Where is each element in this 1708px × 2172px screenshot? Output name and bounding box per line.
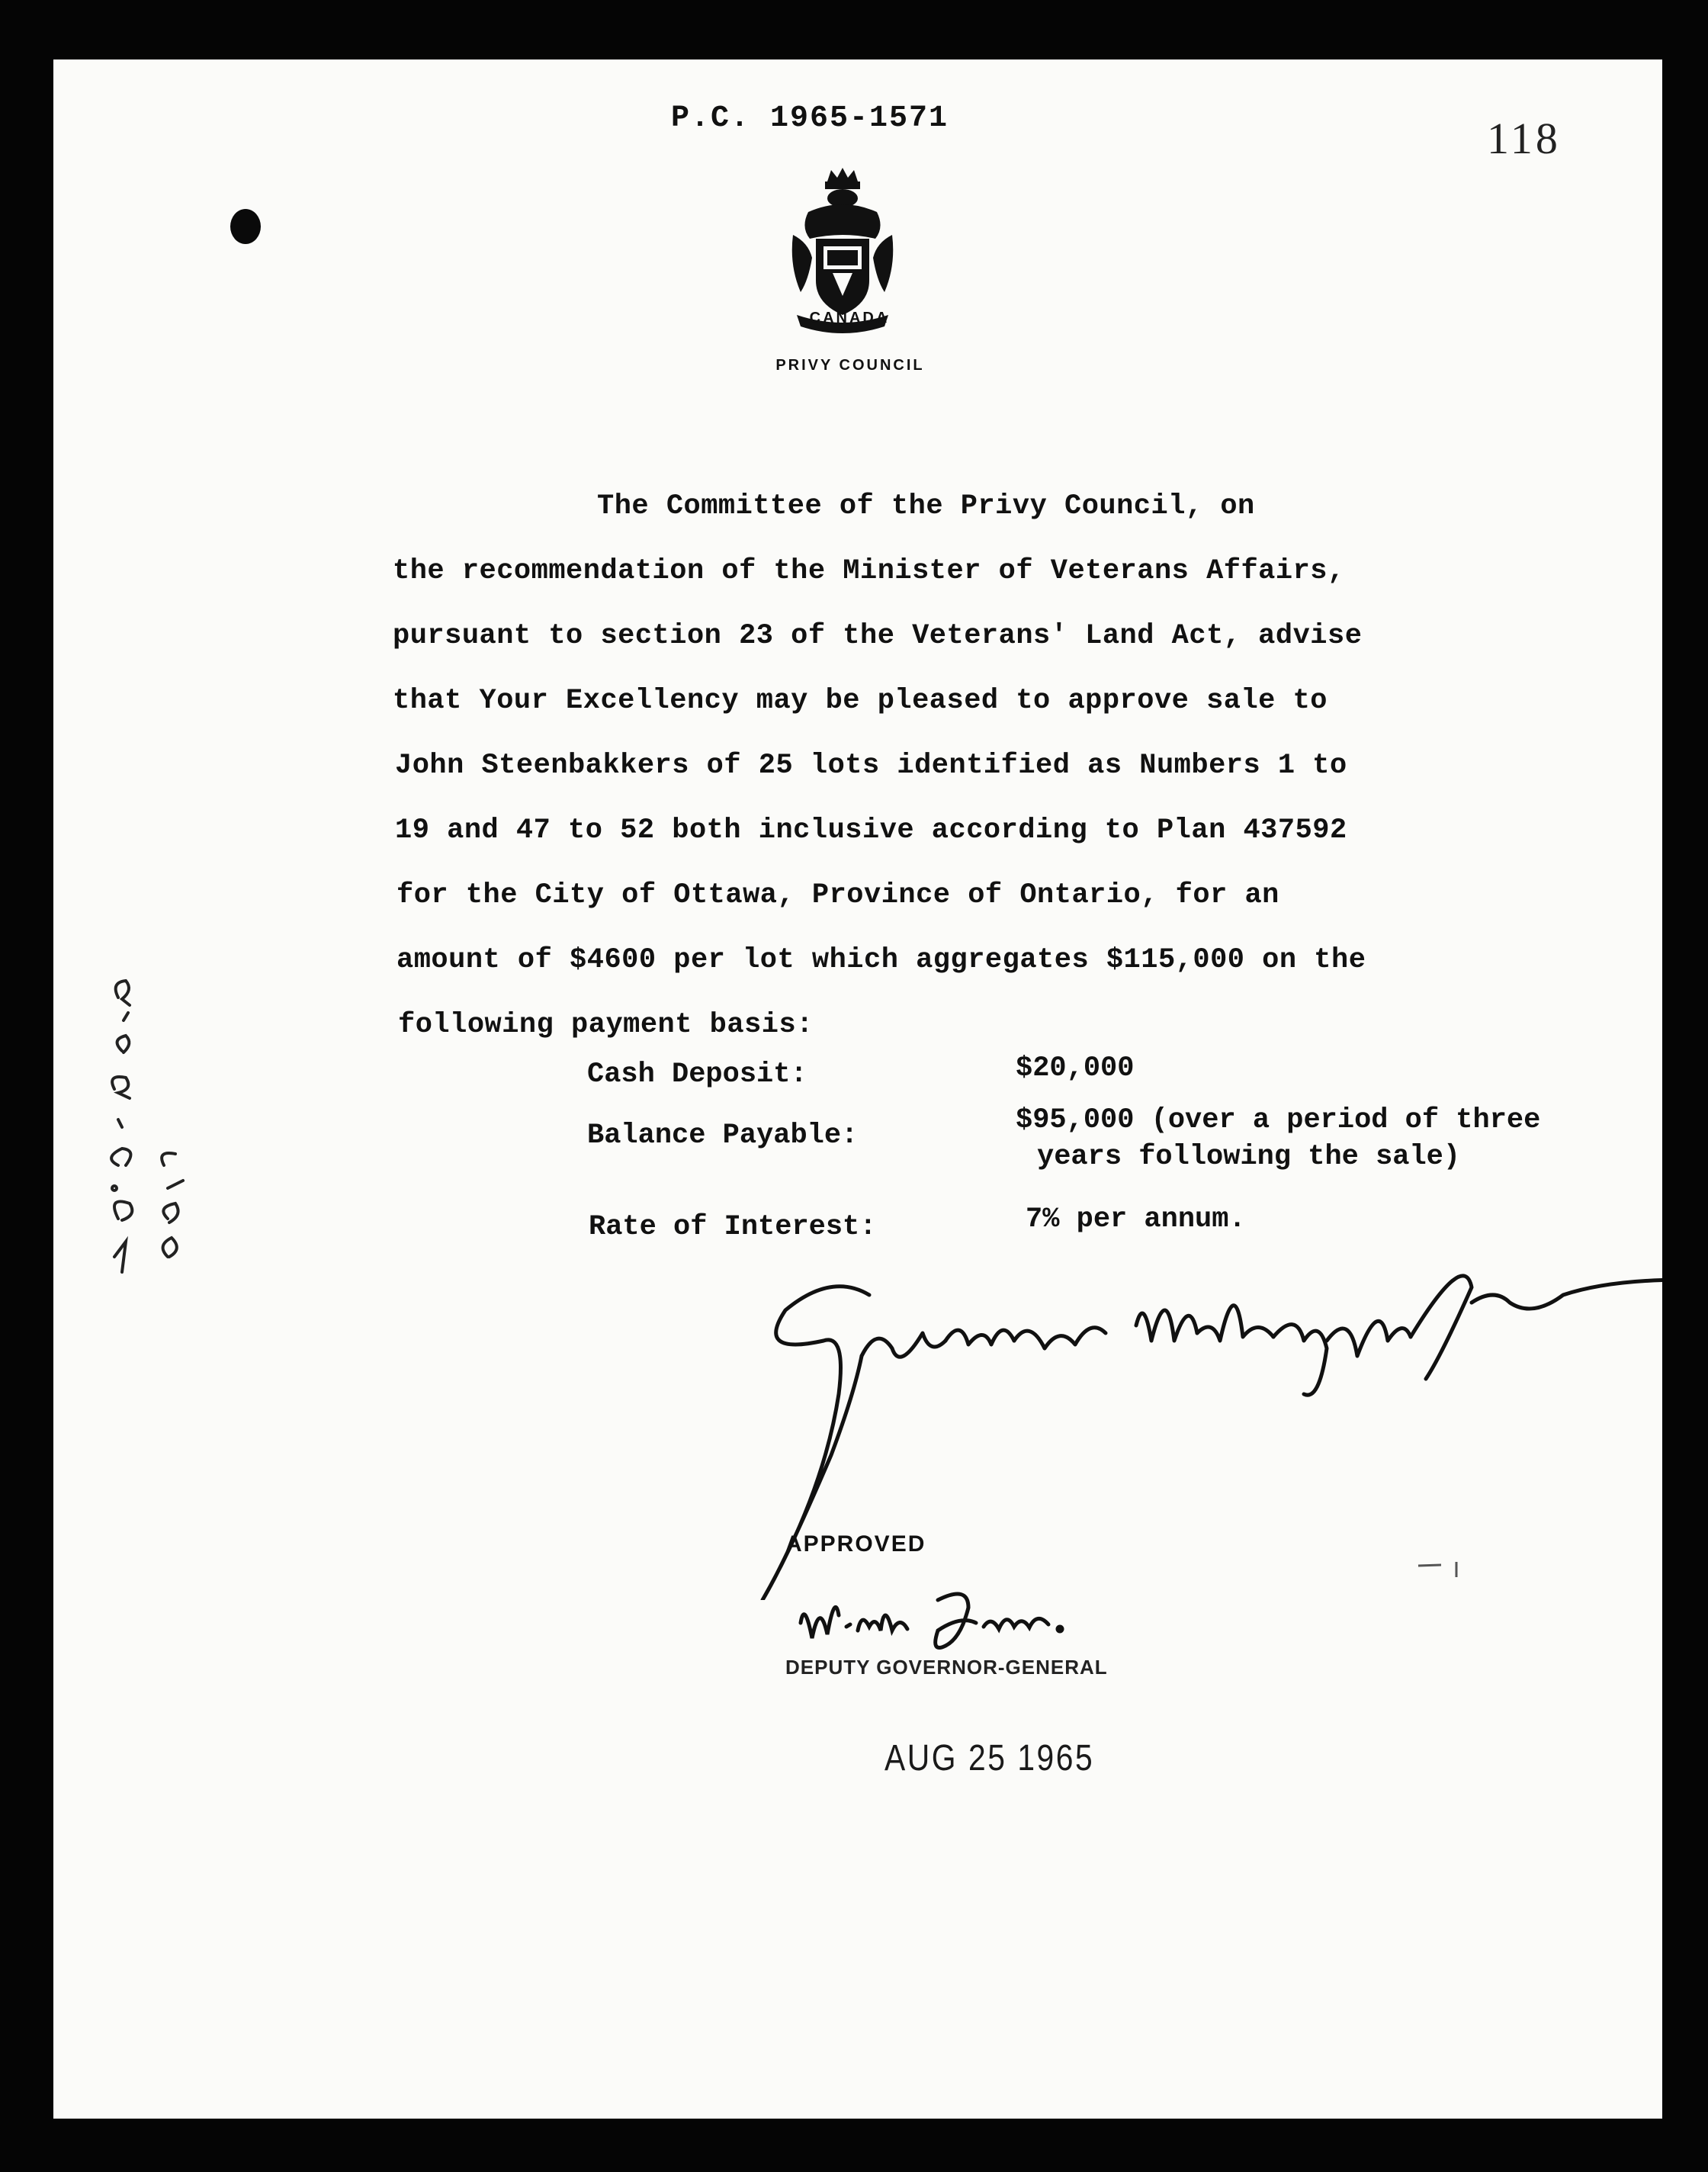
handwritten-margin-note [84,937,252,1287]
balance-payable-value: $95,000 (over a period of three [1016,1104,1541,1136]
interest-rate-label: Rate of Interest: [589,1211,877,1243]
country-label: CANADA [809,310,890,326]
body-line-7: for the City of Ottawa, Province of Ontario, for an [396,879,1279,911]
council-label: PRIVY COUNCIL [775,357,925,374]
signatory-title: DEPUTY GOVERNOR-GENERAL [785,1656,1108,1679]
body-line-5: John Steenbakkers of 25 lots identified as Numbers 1 to [395,750,1347,782]
cash-deposit-label: Cash Deposit: [587,1059,807,1091]
document-page [53,59,1662,2119]
deputy-governor-signature [785,1570,1182,1661]
punch-hole [230,209,261,244]
body-line-8: amount of $4600 per lot which aggregates $115,000 on the [396,944,1366,976]
interest-rate-value: 7% per annum. [1026,1203,1246,1235]
page-number: 118 [1487,114,1561,163]
stray-mark [1411,1554,1479,1585]
balance-payable-value-cont: years following the sale) [1037,1141,1461,1173]
body-line-2: the recommendation of the Minister of Veterans Affairs, [393,555,1345,587]
approved-label: APPROVED [785,1531,926,1557]
body-line-6: 19 and 47 to 52 both inclusive according to Plan 437592 [395,814,1347,847]
order-number: P.C. 1965-1571 [671,101,949,136]
approval-date-stamp: AUG 25 1965 [884,1738,1095,1778]
body-line-4: that Your Excellency may be pleased to approve sale to [393,685,1328,717]
cash-deposit-value: $20,000 [1016,1052,1135,1084]
body-line-1: The Committee of the Privy Council, on [597,490,1255,522]
body-line-9: following payment basis: [398,1009,814,1041]
balance-payable-label: Balance Payable: [587,1120,859,1152]
body-line-3: pursuant to section 23 of the Veterans' Land Act, advise [393,620,1363,652]
